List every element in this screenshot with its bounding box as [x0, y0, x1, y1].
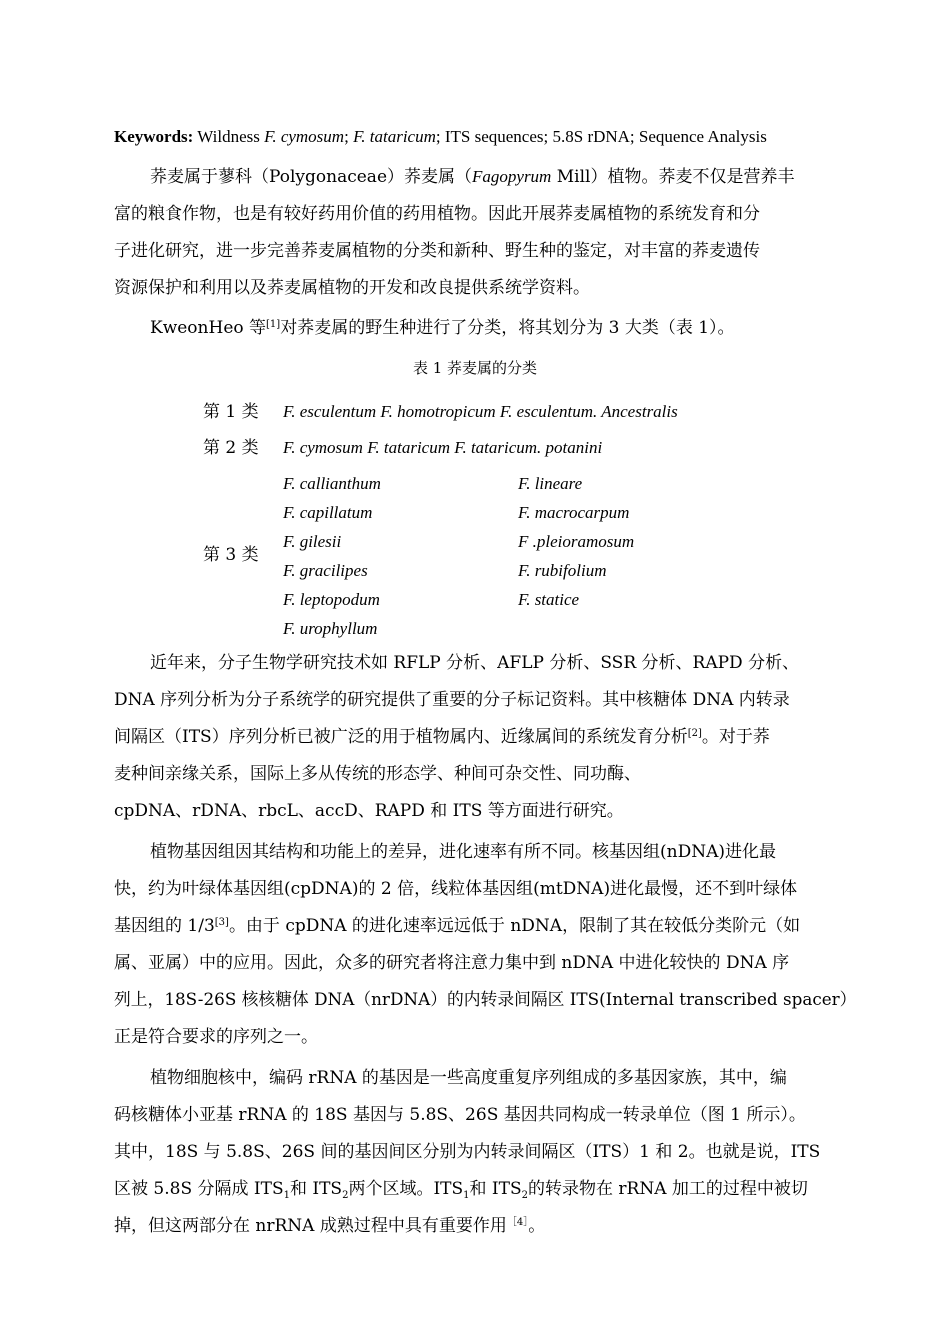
keywords-line [114, 125, 767, 149]
paragraph-line [114, 1177, 808, 1204]
class3-species: F. leptopodum [283, 590, 380, 609]
paragraph-line: 快，约为叶绿体基因组(cpDNA)的 2 倍，线粒体基因组(mtDNA)进化最慢，还不到叶绿体 [114, 879, 798, 899]
citation-ref: [3] [214, 917, 229, 928]
paragraph-classification [150, 316, 735, 340]
class3-species: F. gilesii [283, 532, 342, 551]
class3-species: F. statice [518, 590, 580, 609]
paragraph-line: 麦种间亲缘关系，国际上多从传统的形态学、种间可杂交性、同功酶、 [114, 764, 641, 784]
keywords-label: Keywords: [114, 127, 194, 146]
paragraph-line [150, 165, 794, 189]
text-span: 区被 5.8S 分隔成 ITS [114, 1179, 284, 1199]
subscript: 2 [342, 1190, 349, 1201]
paragraph-line: DNA 序列分析为分子系统学的研究提供了重要的分子标记资料。其中核糖体 DNA 内转录 [114, 690, 790, 710]
paragraph-line: 其中，18S 与 5.8S、26S 间的基因间区分别为内转录间隔区（ITS）1 和 2。也就是说，ITS [114, 1142, 821, 1162]
paragraph-line [114, 1214, 545, 1238]
text-span: 荞麦属于蓼科（Polygonaceae）荞麦属（ [150, 167, 473, 187]
text-span: 的转录物在 rRNA 加工的过程中被切 [528, 1179, 808, 1199]
text-span: 。 [528, 1216, 546, 1236]
class3-species: F. urophyllum [283, 619, 378, 638]
text-span: 。由于 cpDNA 的进化速率远远低于 nDNA，限制了其在较低分类阶元（如 [228, 916, 801, 936]
text-span: KweonHeo 等 [150, 318, 267, 338]
text-span: 掉，但这两部分在 nrRNA 成熟过程中具有重要作用 [114, 1216, 507, 1236]
class2-label: 第 2 类 [203, 438, 259, 458]
paragraph-line [114, 914, 800, 938]
class3-species: F. capillatum [283, 503, 373, 522]
paragraph-line: 正是符合要求的序列之一。 [114, 1027, 318, 1047]
keywords-text-2: ; [344, 127, 354, 146]
citation-ref: ［4］ [506, 1217, 529, 1228]
class3-species: F. gracilipes [283, 561, 368, 580]
paragraph-line: 植物细胞核中，编码 rRNA 的基因是一些高度重复序列组成的多基因家族，其中，编 [150, 1068, 787, 1088]
class1-species: F. esculentum F. homotropicum F. esculentum. Ancestralis [283, 402, 678, 421]
text-span: Mill）植物。荞麦不仅是营养丰 [551, 167, 795, 187]
paragraph-line: 近年来，分子生物学研究技术如 RFLP 分析、AFLP 分析、SSR 分析、RAPD 分析、 [150, 653, 800, 673]
paragraph-line: 资源保护和利用以及荞麦属植物的开发和改良提供系统学资料。 [114, 278, 590, 298]
paragraph-line: 码核糖体小亚基 rRNA 的 18S 基因与 5.8S、26S 基因共同构成一转录单位（图 1 所示）。 [114, 1105, 806, 1125]
class2-species: F. cymosum F. tataricum F. tataricum. potanini [283, 438, 603, 457]
genus-name: Fagopyrum [472, 167, 552, 186]
citation-ref: [2] [687, 728, 702, 739]
paragraph-line: 植物基因组因其结构和功能上的差异，进化速率有所不同。核基因组(nDNA)进化最 [150, 842, 776, 862]
class3-species: F. rubifolium [518, 561, 607, 580]
paragraph-line: 列上，18S-26S 核核糖体 DNA（nrDNA）的内转录间隔区 ITS(Internal transcribed spacer） [114, 990, 857, 1010]
keywords-species-2: F. tataricum [353, 127, 436, 146]
text-span: 和 ITS [289, 1179, 343, 1199]
paragraph-line [114, 725, 770, 749]
text-span: 间隔区（ITS）序列分析已被广泛的用于植物属内、近缘属间的系统发育分析 [114, 727, 688, 747]
class3-species: F .pleioramosum [518, 532, 635, 551]
class3-species: F. lineare [518, 474, 583, 493]
subscript: 2 [521, 1190, 529, 1201]
text-span: 。对于荞 [701, 727, 770, 747]
citation-ref: [1] [266, 319, 281, 330]
keywords-text-1: Wildness [197, 127, 265, 146]
class3-species: F. callianthum [283, 474, 381, 493]
class3-label: 第 3 类 [203, 545, 259, 565]
text-span: 基因组的 1/3 [114, 916, 215, 936]
class1-label: 第 1 类 [203, 402, 259, 422]
paragraph-line: 富的粮食作物，也是有较好药用价值的药用植物。因此开展荞麦属植物的系统发育和分 [114, 204, 760, 224]
keywords-text-3: ; ITS sequences; 5.8S rDNA; Sequence Analysis [435, 127, 767, 146]
paragraph-line: cpDNA、rDNA、rbcL、accD、RAPD 和 ITS 等方面进行研究。 [114, 801, 624, 821]
text-span: 两个区域。ITS [348, 1179, 464, 1199]
class3-species: F. macrocarpum [518, 503, 630, 522]
text-span: 和 ITS [469, 1179, 522, 1199]
keywords-species-1: F. cymosum [264, 127, 345, 146]
table-caption: 表 1 荞麦属的分类 [412, 359, 538, 377]
text-span: 对荞麦属的野生种进行了分类，将其划分为 3 大类（表 1）。 [280, 318, 735, 338]
subscript: 1 [283, 1190, 290, 1201]
subscript: 1 [463, 1190, 470, 1201]
paragraph-line: 属、亚属）中的应用。因此，众多的研究者将注意力集中到 nDNA 中进化较快的 DNA 序 [114, 953, 790, 973]
paragraph-line: 子进化研究，进一步完善荞麦属植物的分类和新种、野生种的鉴定，对丰富的荞麦遗传 [114, 241, 760, 261]
